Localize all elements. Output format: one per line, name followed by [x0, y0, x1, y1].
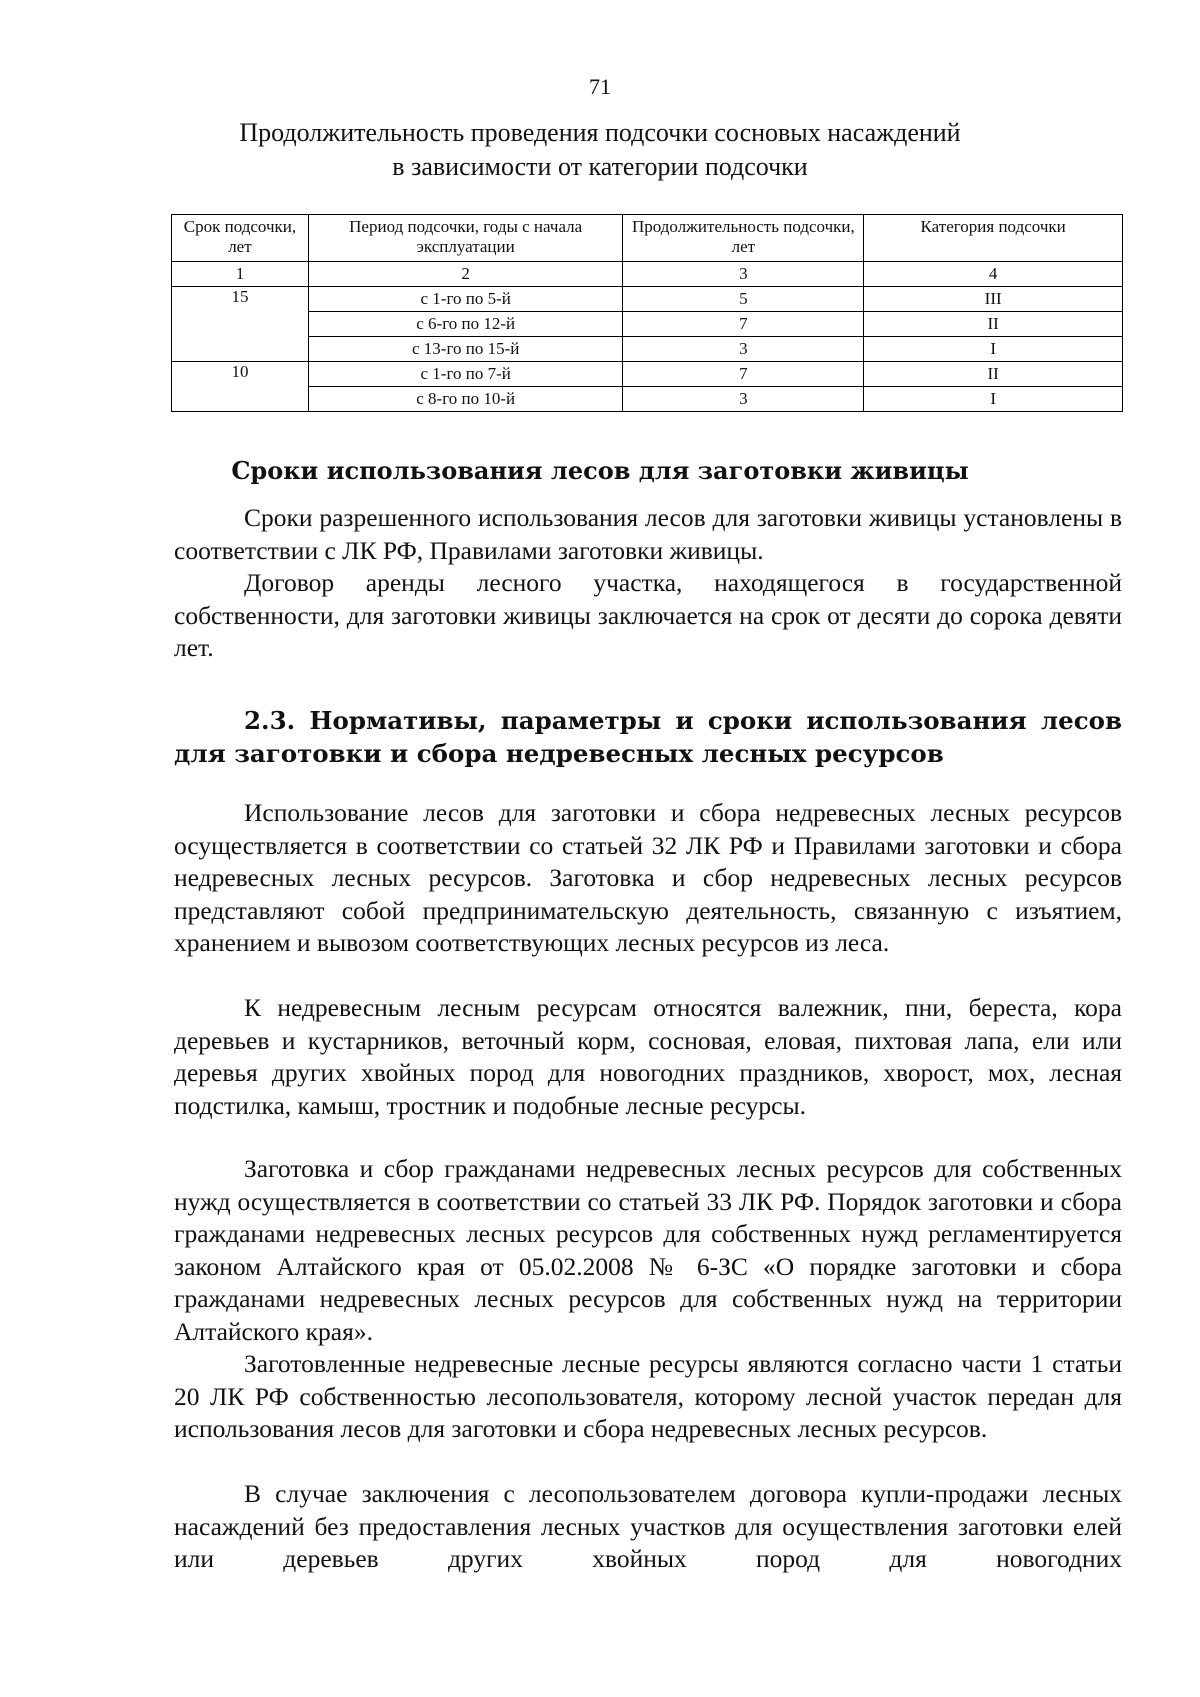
category-cell: I: [864, 337, 1123, 362]
category-cell: I: [864, 387, 1123, 412]
table-caption-line-1: Продолжительность проведения подсочки сосновых насаждений: [239, 118, 961, 147]
category-cell: II: [864, 362, 1123, 387]
table-header-row: [172, 215, 1123, 262]
paragraph: Сроки разрешенного использования лесов для заготовки живицы установлены в соответствии с ЛК РФ, Правилами заготовки живицы.: [174, 503, 1122, 565]
period-cell: с 6-го по 12-й: [308, 312, 623, 337]
paragraph: Заготовленные недревесные лесные ресурсы являются согласно части 1 статьи 20 ЛК РФ собственностью лесопользователя, которому лесной участок передан для использования лесов для заготовки и сбора недревесных лесных ресурсов.: [174, 1349, 1122, 1443]
term-cell: 10: [172, 362, 309, 412]
period-cell: с 1-го по 7-й: [308, 362, 623, 387]
table-row: [172, 287, 1123, 312]
header-period: Период подсочки, годы с начала эксплуатации: [308, 215, 623, 262]
table-row: [172, 312, 1123, 337]
header-duration: Продолжительность подсочки, лет: [623, 215, 864, 262]
column-number: 4: [864, 262, 1123, 287]
period-cell: с 8-го по 10-й: [308, 387, 623, 412]
term-cell: 15: [172, 287, 309, 362]
period-cell: с 13-го по 15-й: [308, 337, 623, 362]
table-caption: [160, 116, 1040, 184]
tapping-duration-table: [171, 214, 1123, 412]
paragraph: Использование лесов для заготовки и сбора недревесных лесных ресурсов осуществляется в соответствии со статьей 32 ЛК РФ и Правилами заготовки и сбора недревесных лесных ресурсов. Заготовка и сбор недревесных лесных ресурсов представляют собой предпринимательскую деятельность, связанную с изъятием, хранением и вывозом соответствующих лесных ресурсов из леса.: [174, 798, 1122, 957]
paragraph: Заготовка и сбор гражданами недревесных лесных ресурсов для собственных нужд осуществляется в соответствии со статьей 33 ЛК РФ. Порядок заготовки и сбора гражданами недревесных лесных ресурсов для собственных нужд регламентируется законом Алтайского края от 05.02.2008 № 6-ЗС «О порядке заготовки и сбора гражданами недревесных лесных ресурсов для собственных нужд на территории Алтайского края».: [174, 1154, 1122, 1346]
paragraph: Договор аренды лесного участка, находящегося в государственной собственности, для заготовки живицы заключается на срок от десяти до сорока девяти лет.: [174, 568, 1122, 662]
column-number-row: [172, 262, 1123, 287]
table-row: [172, 387, 1123, 412]
paragraph: В случае заключения с лесопользователем договора купли-продажи лесных насаждений без предоставления лесных участков для осуществления заготовки елей или деревьев других хвойных пород для новогодних: [174, 1479, 1122, 1573]
column-number: 1: [172, 262, 309, 287]
page-number: 71: [589, 74, 611, 99]
header-term: Срок подсочки, лет: [172, 215, 309, 262]
table-row: [172, 337, 1123, 362]
table-caption-line-2: в зависимости от категории подсочки: [392, 152, 808, 181]
duration-cell: 3: [623, 387, 864, 412]
duration-cell: 3: [623, 337, 864, 362]
period-cell: с 1-го по 5-й: [308, 287, 623, 312]
column-number: 3: [623, 262, 864, 287]
paragraph: К недревесным лесным ресурсам относятся валежник, пни, береста, кора деревьев и кустарников, веточный корм, сосновая, еловая, пихтовая лапа, ели или деревья других хвойных пород для новогодних праздников, хворост, мох, лесная подстилка, камыш, тростник и подобные лесные ресурсы.: [174, 993, 1122, 1120]
duration-cell: 5: [623, 287, 864, 312]
section-heading-non-timber: 2.3. Нормативы, параметры и сроки использования лесов для заготовки и сбора недревесных лесных ресурсов: [174, 706, 1122, 768]
table-row: [172, 362, 1123, 387]
category-cell: III: [864, 287, 1123, 312]
header-category: Категория подсочки: [864, 215, 1123, 262]
duration-cell: 7: [623, 312, 864, 337]
duration-cell: 7: [623, 362, 864, 387]
category-cell: II: [864, 312, 1123, 337]
section-heading-resin: Сроки использования лесов для заготовки живицы: [231, 456, 969, 485]
column-number: 2: [308, 262, 623, 287]
